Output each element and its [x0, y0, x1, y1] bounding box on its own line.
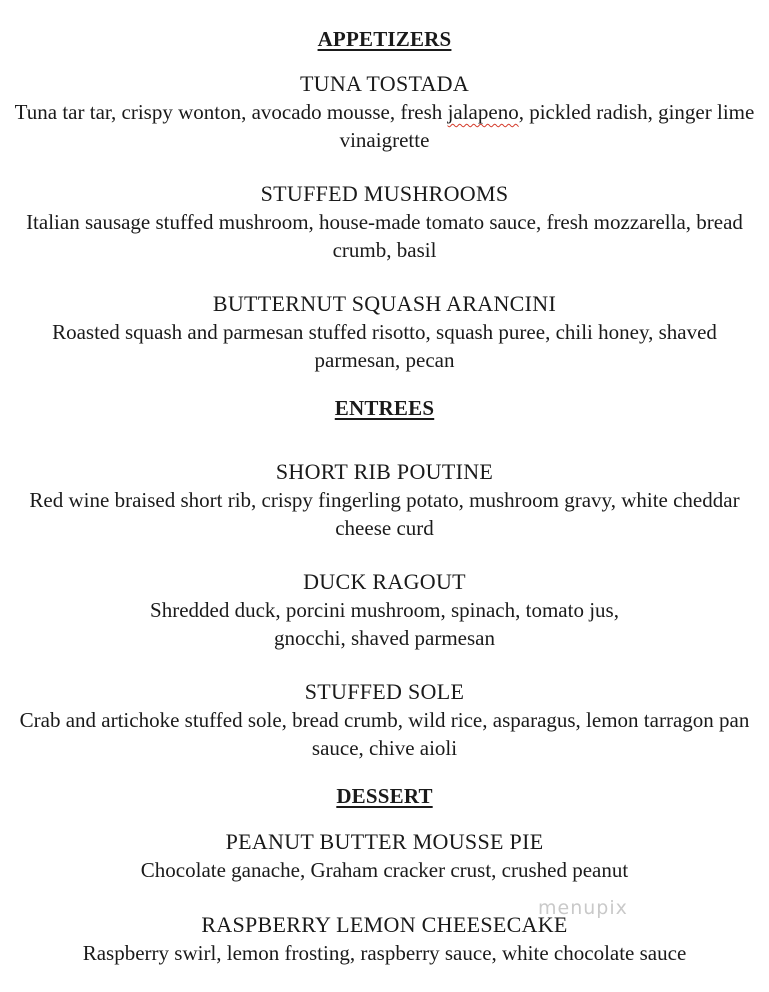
- item-description: Raspberry swirl, lemon frosting, raspberry sauce, white chocolate sauce: [82, 941, 687, 965]
- menu-item-duck-ragout: [0, 568, 769, 652]
- item-name: STUFFED SOLE: [304, 679, 465, 704]
- section-heading-entrees: ENTREES: [334, 396, 435, 420]
- item-description: Crab and artichoke stuffed sole, bread crumb, wild rice, asparagus, lemon tarragon pan sauce, chive aioli: [19, 708, 750, 760]
- spellcheck-flagged-word: jalapeno: [447, 100, 519, 124]
- menu-item-stuffed-mushrooms: [0, 180, 769, 264]
- section-heading-dessert: DESSERT: [336, 784, 433, 808]
- menu-item-raspberry-lemon-cheesecake: [0, 911, 769, 967]
- item-description: Red wine braised short rib, crispy fingerling potato, mushroom gravy, white cheddar cheese curd: [29, 488, 740, 540]
- item-description: Italian sausage stuffed mushroom, house-made tomato sauce, fresh mozzarella, bread crumb, basil: [26, 210, 743, 262]
- menu-item-butternut-squash-arancini: [0, 290, 769, 374]
- section-heading-appetizers: APPETIZERS: [317, 27, 452, 51]
- item-name: BUTTERNUT SQUASH ARANCINI: [212, 291, 557, 316]
- item-name: PEANUT BUTTER MOUSSE PIE: [225, 829, 544, 854]
- item-description: [0, 98, 769, 154]
- item-description: Chocolate ganache, Graham cracker crust, crushed peanut: [140, 858, 629, 882]
- item-name: STUFFED MUSHROOMS: [260, 181, 509, 206]
- item-name: SHORT RIB POUTINE: [275, 459, 494, 484]
- item-description-line: Shredded duck, porcini mushroom, spinach, tomato jus,: [150, 598, 619, 622]
- menu-item-short-rib-poutine: [0, 458, 769, 542]
- item-description: [0, 596, 769, 652]
- watermark: menupix: [538, 897, 628, 919]
- item-name: TUNA TOSTADA: [299, 71, 470, 96]
- item-description-part: , pickled radish, ginger lime vinaigrette: [339, 100, 755, 152]
- item-description-line: gnocchi, shaved parmesan: [273, 626, 495, 650]
- item-description-part: Tuna tar tar, crispy wonton, avocado mousse, fresh: [14, 100, 448, 124]
- menu-item-stuffed-sole: [0, 678, 769, 762]
- item-name: RASPBERRY LEMON CHEESECAKE: [201, 912, 568, 937]
- item-name: DUCK RAGOUT: [303, 569, 466, 594]
- menu-item-tuna-tostada: [0, 70, 769, 154]
- menu-item-peanut-butter-mousse-pie: [0, 828, 769, 884]
- item-description: Roasted squash and parmesan stuffed risotto, squash puree, chili honey, shaved parmesan, pecan: [52, 320, 717, 372]
